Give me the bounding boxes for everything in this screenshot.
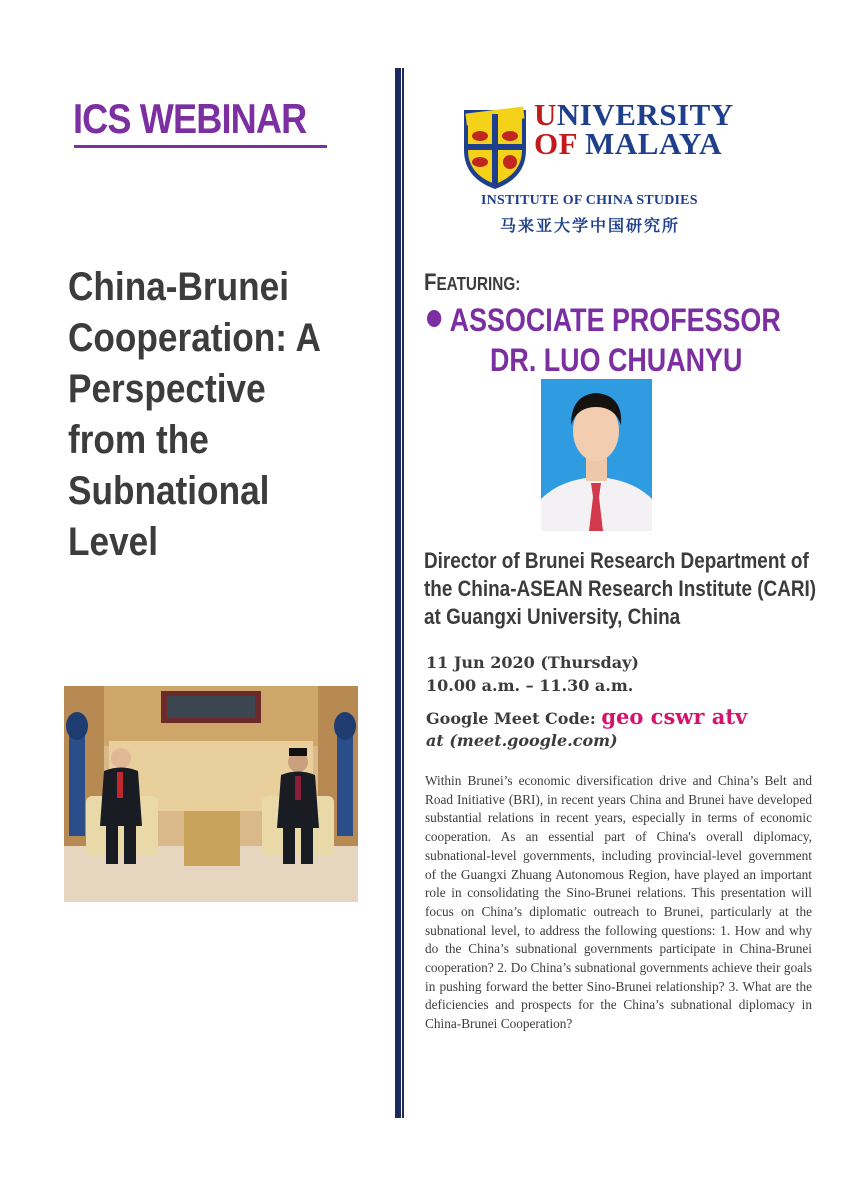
speaker-title-line bbox=[427, 300, 781, 340]
title-line: Level bbox=[68, 520, 159, 564]
university-name bbox=[534, 97, 734, 161]
university-name-line1-text: UNIVERSITY bbox=[534, 97, 734, 132]
abstract-text: Within Brunei’s economic diversification drive and China’s Belt and Road Initiative (BRI), in recent years China and Brunei have developed substantial relations in recent years, especially in terms of economic cooperation. As an essential part of China's overall diplomacy, subnational-level governments, including provincial-level government of the Guangxi Zhuang Autonomous Region, have played an important role in consolidating the Sino-Brunei relations. This presentation will focus on China’s diplomatic outreach to Brunei, particularly at the subnational level, to address the following questions: 1. How and why do the China’s subnational governments participate in China-Brunei cooperation? 2. Do China’s subnational governments achieve their goals in pushing forward the better Sino-Brunei relationship? 3. What are the deficiencies and prospects for the China’s subnational diplomacy in China-Brunei Cooperation? bbox=[425, 773, 812, 1032]
column-divider-thin bbox=[402, 68, 404, 1118]
university-name-line2 bbox=[534, 126, 734, 161]
speaker-position bbox=[424, 547, 834, 631]
position-line: the China-ASEAN Research Institute (CARI) bbox=[424, 576, 817, 601]
position-line: at Guangxi University, China bbox=[424, 604, 681, 629]
meet-code-label: Google Meet Code: bbox=[426, 709, 596, 728]
event-time: 10.00 a.m. – 11.30 a.m. bbox=[426, 676, 634, 695]
featuring-label-text: FEATURING: bbox=[424, 269, 521, 296]
page-title bbox=[68, 262, 368, 568]
title-line: from the bbox=[68, 418, 209, 462]
speaker-name-line: DR. LUO CHUANYU bbox=[490, 342, 743, 378]
meet-url[interactable]: at (meet.google.com) bbox=[426, 731, 618, 750]
title-line: Subnational bbox=[68, 469, 270, 513]
column-divider bbox=[395, 68, 401, 1118]
webinar-label: ICS WEBINAR bbox=[73, 95, 307, 142]
university-name-line1 bbox=[534, 97, 734, 132]
speaker-name bbox=[427, 300, 781, 380]
speaker-title: ASSOCIATE PROFESSOR bbox=[449, 302, 781, 338]
meeting-photo bbox=[64, 686, 358, 902]
speaker-portrait bbox=[541, 379, 652, 531]
event-date: 11 Jun 2020 (Thursday) bbox=[426, 653, 639, 672]
institute-name-zh: 马来亚大学中国研究所 bbox=[500, 216, 681, 235]
title-line: Perspective bbox=[68, 367, 266, 411]
title-line: Cooperation: A bbox=[68, 316, 321, 360]
university-name-line2-text: OF MALAYA bbox=[534, 126, 722, 161]
featuring-label bbox=[424, 269, 520, 297]
meet-code[interactable]: geo cswr atv bbox=[601, 704, 748, 729]
university-crest-logo bbox=[462, 104, 528, 190]
title-line: China-Brunei bbox=[68, 265, 289, 309]
institute-name-en: INSTITUTE OF CHINA STUDIES bbox=[481, 193, 698, 208]
position-line: Director of Brunei Research Department of bbox=[424, 548, 809, 573]
bullet-icon bbox=[427, 310, 441, 327]
event-datetime bbox=[426, 651, 639, 697]
webinar-underline bbox=[74, 145, 327, 148]
meet-code-row bbox=[426, 704, 747, 729]
